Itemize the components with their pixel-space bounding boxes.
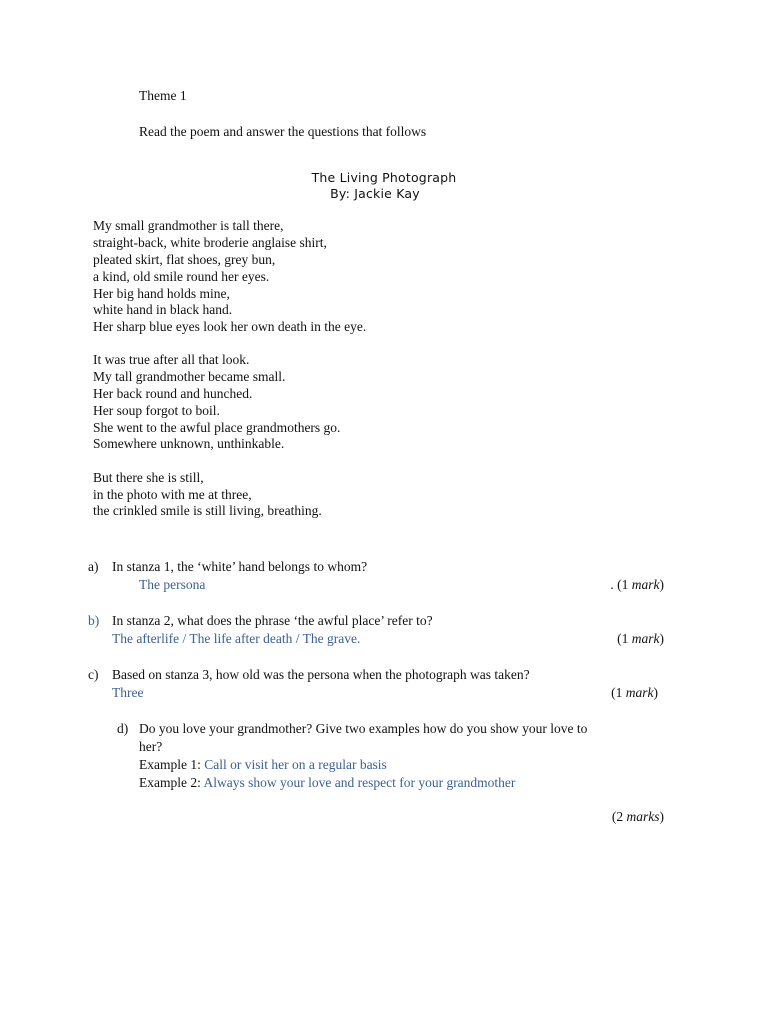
question-b-letter: b) [88, 613, 100, 628]
poem-line: But there she is still, [93, 470, 204, 485]
question-d-example-2 [139, 775, 515, 791]
question-a-letter: a) [88, 559, 99, 574]
question-a-answer: The persona [139, 577, 206, 592]
question-d-example-1 [139, 757, 387, 773]
example-1-answer: Call or visit her on a regular basis [204, 757, 387, 772]
example-2-answer: Always show your love and respect for your grandmother [203, 775, 516, 790]
poem-line: Her back round and hunched. [93, 386, 253, 401]
poem-line: My tall grandmother became small. [93, 369, 286, 384]
poem-line: a kind, old smile round her eyes. [93, 269, 270, 284]
poem-line: Her big hand holds mine, [93, 286, 230, 301]
question-a-text: In stanza 1, the ‘white’ hand belongs to whom? [112, 559, 368, 574]
question-c-answer: Three [112, 685, 144, 700]
question-c-marks: (1 mark) [611, 685, 658, 700]
poem-line: the crinkled smile is still living, breathing. [93, 503, 322, 518]
example-2-label: Example 2: [139, 775, 201, 790]
poem-line: Her sharp blue eyes look her own death in the eye. [93, 319, 367, 334]
question-b-answer: The afterlife / The life after death / The grave. [112, 631, 361, 646]
poem-title: The Living Photograph [311, 170, 457, 185]
poem-line: Somewhere unknown, unthinkable. [93, 436, 285, 451]
question-d-marks: (2 marks) [611, 809, 664, 824]
question-b-text: In stanza 2, what does the phrase ‘the awful place’ refer to? [112, 613, 433, 628]
question-c-text: Based on stanza 3, how old was the persona when the photograph was taken? [112, 667, 530, 682]
example-1-label: Example 1: [139, 757, 201, 772]
question-d-text-line1: Do you love your grandmother? Give two examples how do you show your love to [139, 721, 588, 736]
instruction-text: Read the poem and answer the questions that follows [139, 124, 427, 139]
poem-line: She went to the awful place grandmothers go. [93, 420, 341, 435]
poem-line: in the photo with me at three, [93, 487, 252, 502]
question-d-text-line2: her? [139, 739, 163, 754]
question-d-letter: d) [117, 721, 129, 736]
poem-byline: By: Jackie Kay [330, 186, 420, 201]
poem-line: pleated skirt, flat shoes, grey bun, [93, 252, 276, 267]
question-a-marks: . (1 mark) [610, 577, 664, 592]
poem-line: white hand in black hand. [93, 302, 233, 317]
question-c-letter: c) [88, 667, 99, 682]
theme-heading: Theme 1 [139, 88, 187, 103]
poem-line: Her soup forgot to boil. [93, 403, 220, 418]
poem-line: straight-back, white broderie anglaise shirt, [93, 235, 327, 250]
question-b-marks: (1 mark) [617, 631, 664, 646]
poem-line: It was true after all that look. [93, 352, 250, 367]
poem-line: My small grandmother is tall there, [93, 218, 284, 233]
